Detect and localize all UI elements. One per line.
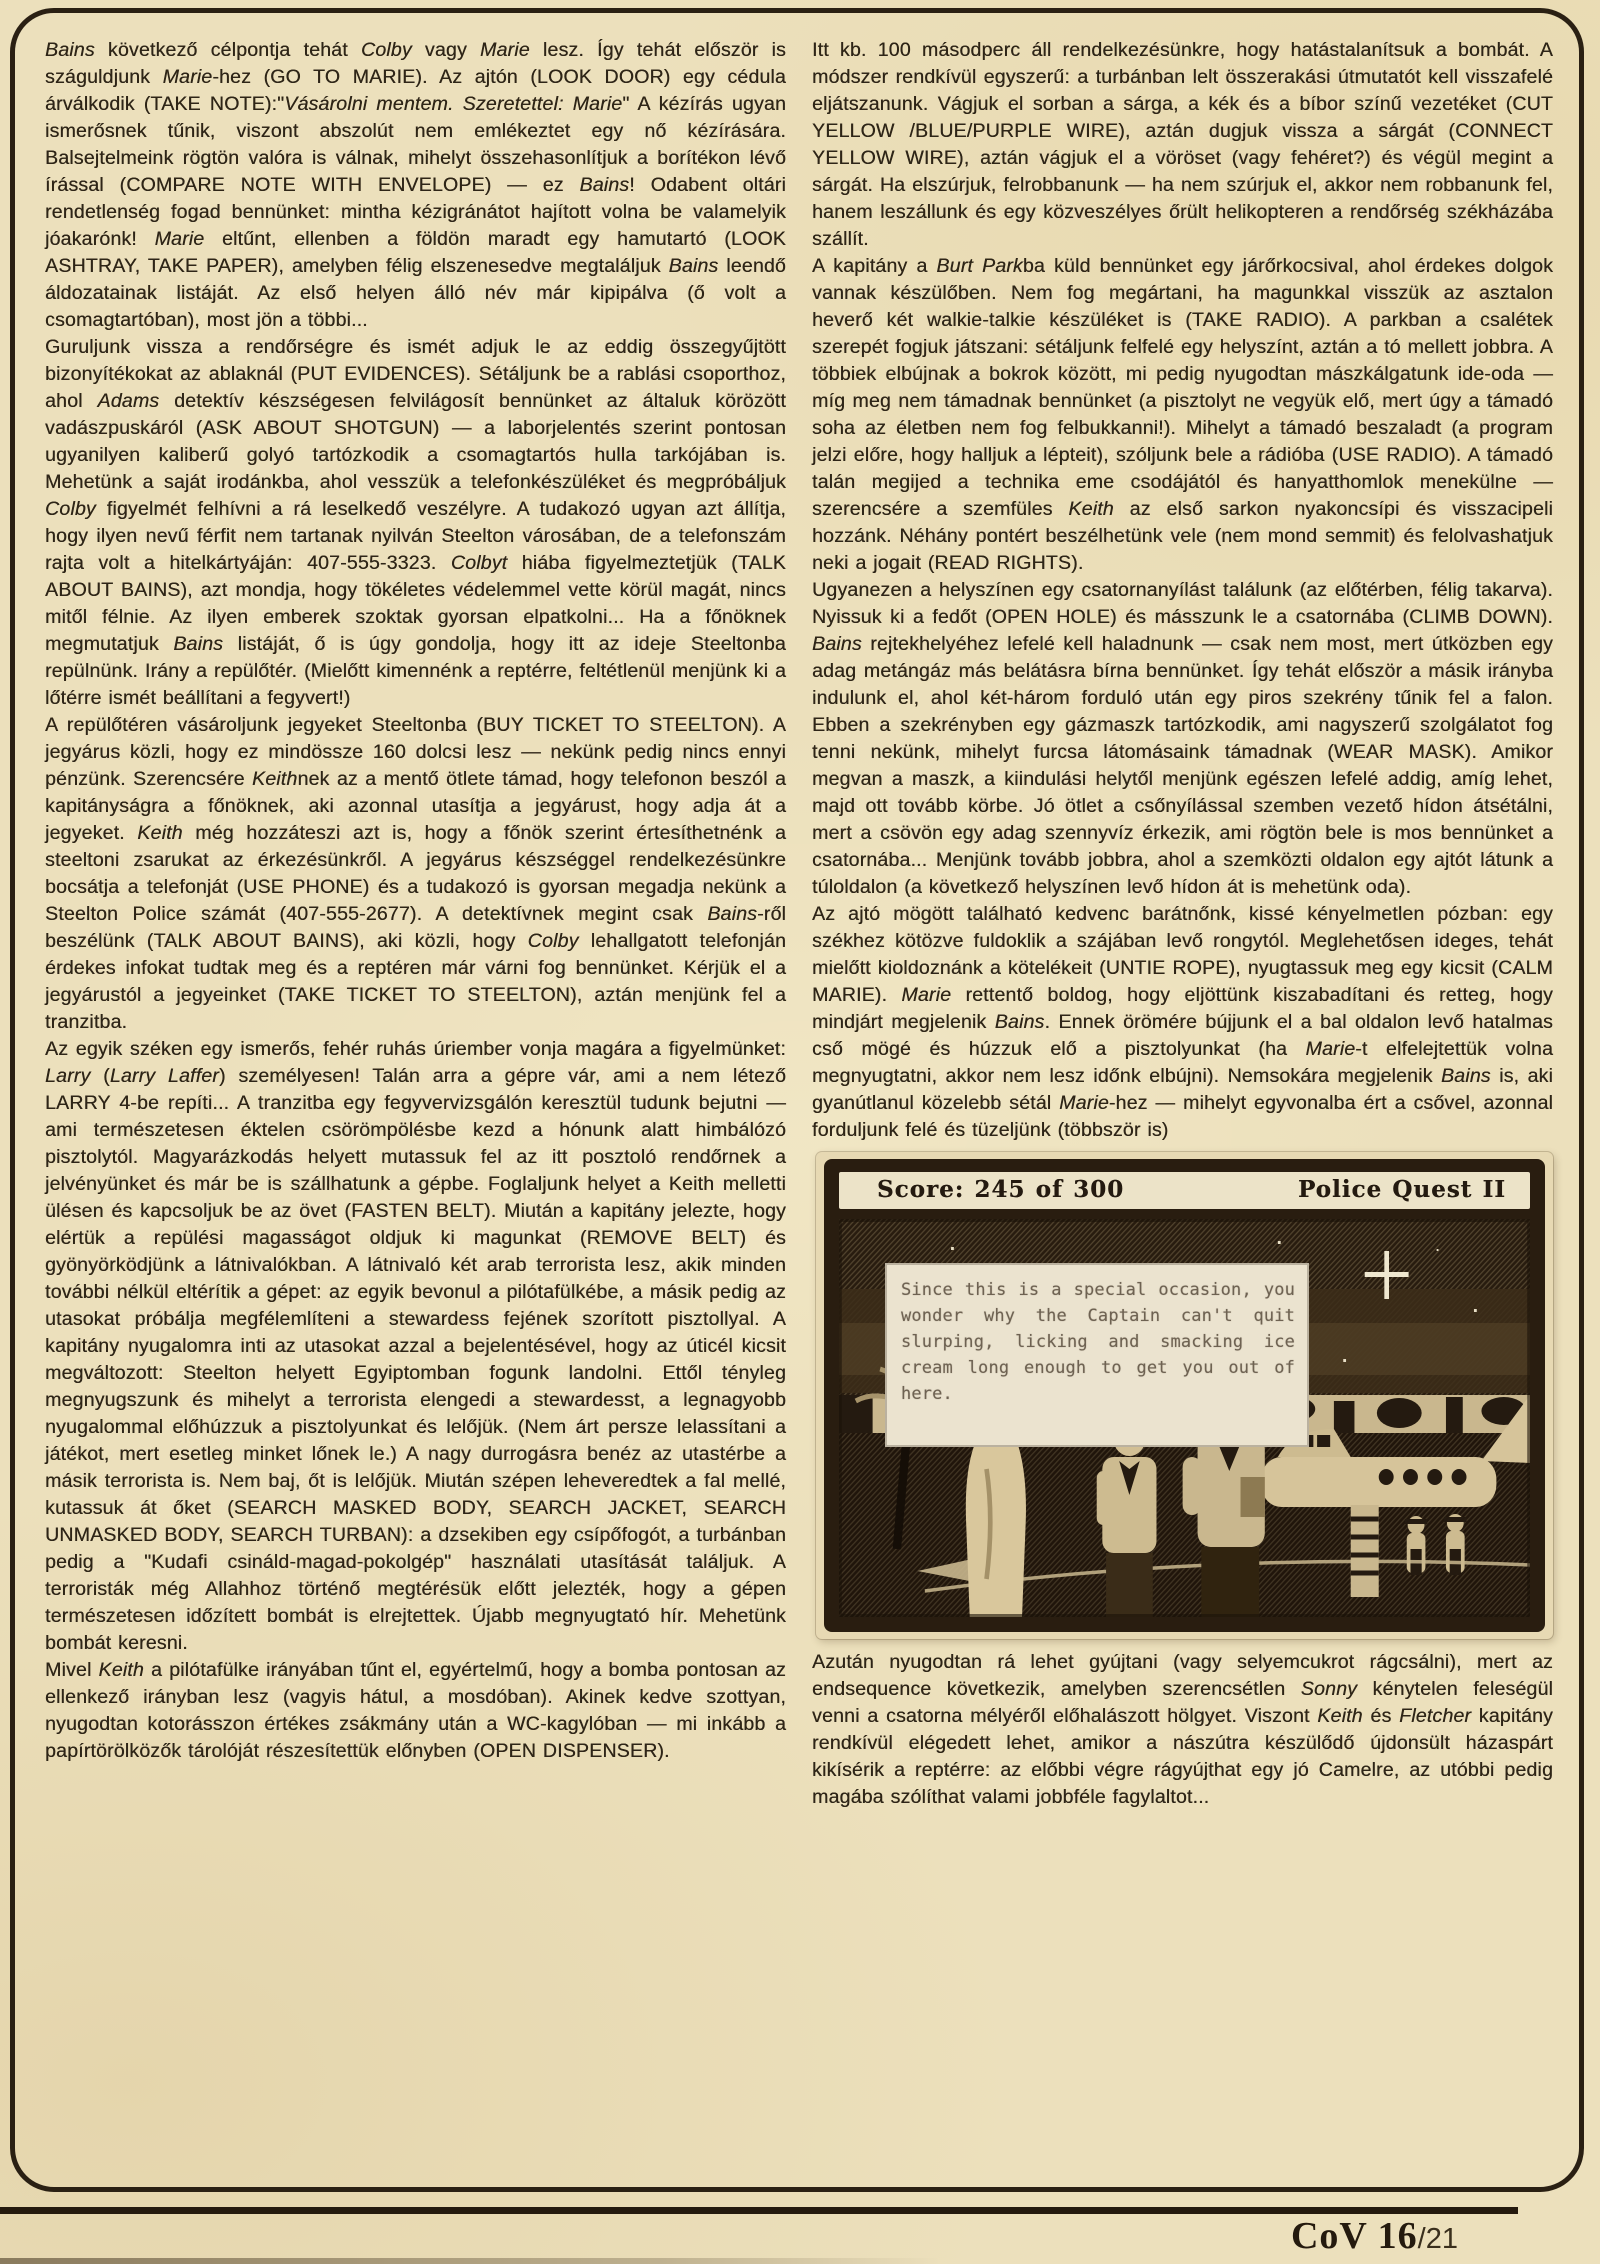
game-screenshot-frame (824, 1159, 1545, 1632)
footer-rule (0, 2207, 1518, 2214)
article-paragraph: Azután nyugodtan rá lehet gyújtani (vagy selyemcukrot rágcsálni), mert az endsequence következik, amelyben szerencsétlen Sonny kénytelen feleségül venni a csatorna mélyéről előhalászott hölgyet. Viszont Keith és Fletcher kapitány rendkívül elégedett lehet, amikor a nászútra készülődő újdonsült házaspárt kikísérik a reptérre: az előbbi végre rágyújthat egy jó Camelre, az utóbbi pedig magába szólíthat valami jobbféle fagylaltot... (812, 1651, 1553, 1808)
right-column-top-text (812, 37, 1553, 1144)
game-dialog-text: Since this is a special occasion, you wonder why the Captain can't quit slurping, licking and smacking ice cream long enough to get you out of here. (901, 1280, 1295, 1404)
article-paragraph: Ugyanezen a helyszínen egy csatornanyílást találunk (az előtérben, félig takarva). Nyissuk ki a fedőt (OPEN HOLE) és másszunk le a csatornába (CLIMB DOWN). Bains rejtekhelyéhez lefelé kell haladnunk — csak nem most, mert útközben egy adag metángáz más belátásra bírna bennünket. Így tehát először a másik irányba indulunk el, ahol két-három forduló után egy piros szekrény tűnik fel a falon. Ebben a szekrényben egy gázmaszk tartózkodik, ami nagyszerű szolgálatot fog tenni nekünk, mihelyt furcsa látomásaink támadnak (WEAR MASK). Amikor megvan a maszk, a kiindulási helytől menjünk egészen lefelé addig, amíg lehet, majd ott tovább körbe. Jó ötlet a csőnyílással szemben vezető hídon átsétálni, mert a csövön egy adag szennyvíz érkezik, ami rögtön bele is mos bennünket a csatornába... Menjünk tovább jobbra, ahol a szemközti oldalon egy ajtót látunk a túloldalon (a következő helyszínen levő hídon át is mehetünk oda). (812, 579, 1553, 898)
game-status-bar (839, 1172, 1530, 1209)
right-column (812, 37, 1553, 2175)
scan-edge-artifact (0, 2258, 940, 2264)
game-title-text: Police Quest II (1297, 1176, 1506, 1203)
right-column-bottom-text (812, 1649, 1553, 1811)
game-score-text: Score: 245 of 300 (877, 1176, 1125, 1203)
boarding-stairs (1351, 1505, 1379, 1597)
game-dialog-box (885, 1263, 1309, 1447)
game-scene (839, 1219, 1530, 1617)
page-footer (1291, 2214, 1458, 2258)
article-paragraph: Az egyik széken egy ismerős, fehér ruhás úriember vonja magára a figyelmünket: Larry (Larry Laffer) személyesen! Talán arra a gépre vár, ami a nem létező LARRY 4-be repíti... A tranzitba egy fegyvervizsgálón keresztül tudunk bejutni — ami természetesen éktelen csörömpölésbe kezd a hónunk alatt himbálózó pisztolytól. Magyarázkodás helyett mutassuk fel az itt posztoló rendőrnek a jelvényünket és már be is szállhatunk a gépbe. Foglaljunk helyet a Keith melletti ülésen és kapcsoljuk be az övet (FASTEN BELT). Miután a kapitány jelezte, hogy elértük a repülési magasságot oldjuk ki magunkat (REMOVE BELT) és gyönyörködjünk a látnivalókban. A látnivaló két arab terrorista lesz, akik minden további nélkül eltérítik a gépet: az egyik bevonul a pilótafülkébe, a másik pedig az utasokat próbálja megfélemlíteni a stewardess fejének szorított pisztollyal. A kapitány nyugalomra inti az utasokat azzal a bejelentésével, hogy az úticél kicsit megváltozott: Steelton helyett Egyiptomban fogunk landolni. Ettől tényleg megnyugszunk és mihelyt a terrorista elengedi a stewardesst, a legnagyobb nyugalommal előhúzzuk a pisztolyunkat és lelőjük. (Nem árt persze lelassítani a játékot, mert esetleg minket lőnek le.) A nagy durrogásra benéz az utastérbe a másik terrorista is. Nem baj, őt is lelőjük. Miután szépen leheveredtek a fal mellé, kutassuk át őket (SEARCH MASKED BODY, SEARCH JACKET, SEARCH UNMASKED BODY, SEARCH TURBAN): a dzsekiben egy csípőfogót, a turbánban pedig a "Kudafi csináld-magad-pokolgép" használati utasítását találjuk. A terroristák még Allahhoz történő megtérésük előtt jelezték, hogy a gépen természetesen időzített bombát is elrejtettek. Újabb megnyugtató hír. Mehetünk bombát keresni. (45, 1038, 787, 1654)
game-screenshot (816, 1152, 1553, 1639)
article-paragraph: Guruljunk vissza a rendőrségre és ismét adjuk le az eddig összegyűjtött bizonyítékokat az ablaknál (PUT EVIDENCES). Sétáljunk be a rablási csoporthoz, ahol Adams detektív készségesen felvilágosít bennünket az általuk körözött vadászpuskáról (ASK ABOUT SHOTGUN) — a laborjelentés szerint pontosan ugyanilyen kaliberű golyó tartózkodik a csomagtartós hulla tarkójában is. Mehetünk a saját irodánkba, ahol vesszük a telefonkészüléket és megpróbáljuk Colby figyelmét felhívni a rá leselkedő veszélyre. A tudakozó ugyan azt állítja, hogy ilyen nevű férfit nem tartanak nyilván Steelton városában, de a telefonszám rajta volt a hitelkártyáján: 407-555-3323. Colbyt hiába figyelmeztetjük (TALK ABOUT BAINS), azt mondja, hogy tökéletes védelemmel vette körül magát, nincs mitől félnie. Az ilyen emberek szoktak gyorsan elpatkolni... Ha a főnöknek megmutatjuk Bains listáját, ő is úgy gondolja, hogy itt az ideje Steeltonba repülnünk. Irány a repülőtér. (Mielőtt kimennénk a reptérre, feltétlenül menjünk ki a lőtérre ismét beállítani a fegyvert!) (45, 336, 786, 709)
article-paragraph: A repülőtéren vásároljunk jegyeket Steeltonba (BUY TICKET TO STEELTON). A jegyárus közli, hogy ez mindössze 160 dolcsi lesz — nekünk pedig nincs ennyi pénzünk. Szerencsére Keithnek az a mentő ötlete támad, hogy telefonon beszól a kapitányságra a főnöknek, aki azonnal utasítja a jegyárust, hogy adja át a jegyeket. Keith még hozzáteszi azt is, hogy a főnök szerint értesíthetnénk a steeltoni zsarukat az érkezésünkről. A jegyárus készséggel rendelkezésünkre bocsátja a telefonját (USE PHONE) és a tudakozó is gyorsan megadja nekünk a Steelton Police számát (407-555-2677). A detektívnek megint csak Bains-ről beszélünk (TALK ABOUT BAINS), aki közli, hogy Colby lehallgatott telefonján érdekes infokat tudtak meg és a reptéren már várni fog bennünket. Kérjük el a jegyárustól a jegyeinket (TAKE TICKET TO STEELTON), aztán menjünk fel a tranzitba. (45, 714, 787, 1033)
article-paragraph: A kapitány a Burt Parkba küld bennünket egy járőrkocsival, ahol érdekes dolgok vannak készülőben. Nem fog megártani, ha magunkkal visszük az asztalon heverő két walkie-talkie készüléket is (TAKE RADIO). A parkban a csalétek szerepét fogjuk játszani: sétáljunk felfelé egy helyszínt, aztán a tó mellett jobbra. A többiek elbújnak a bokrok között, mi pedig nyugodtan mászkálgatunk ide-oda — míg meg nem támadnak bennünket (a pisztolyt ne vegyük elő, mert úgy a támadó soha az életben nem fog felbukkanni!). Mihelyt a támadó beszaladt (a program jelzi előre, hogy halljuk a lépteit), szóljunk bele a rádióba (USE RADIO). A támadó talán megijed a technika eme csodájától és hanyatthomlok menekülne — szerencsére a szemfüles Keith az első sarkon nyakoncsípi és visszacipeli hozzánk. Néhány pontért beszélhetünk vele (nem mond semmit) és felolvashatjuk neki a jogait (READ RIGHTS). (812, 255, 1554, 574)
article-paragraph: Itt kb. 100 másodperc áll rendelkezésünkre, hogy hatástalanítsuk a bombát. A módszer rendkívül egyszerű: a turbánban lelt összerakási útmutatót kell visszafelé eljátszanunk. Vágjuk el sorban a sárga, a kék és a bíbor színű vezetéket (CUT YELLOW /BLUE/PURPLE WIRE), aztán dugjuk vissza a sárgát (CONNECT YELLOW WIRE), aztán vágjuk el a vöröset (vagy fehéret?) és végül megint a sárgát. Ha elszúrjuk, felrobbanunk — ha nem szúrjuk el, akkor nem robbanunk fel, hanem leszállunk és egy közveszélyes őrült helikopteren a rendőrség székházába szállít. (812, 39, 1553, 250)
article-columns (45, 37, 1553, 2175)
left-column (45, 37, 786, 2175)
footer-page-number: /21 (1417, 2223, 1458, 2255)
article-paragraph: Mivel Keith a pilótafülke irányában tűnt el, egyértelmű, hogy a bomba pontosan az ellenkező irányban lesz (vagyis hátul, a mosdóban). Akinek kedve szottyan, nyugodtan kotorásszon értékes zsákmány után a WC-kagylóban — mi inkább a papírtörölközők tárolóját részesítettük előnyben (OPEN DISPENSER). (45, 1659, 786, 1762)
page-border-frame (10, 8, 1584, 2192)
footer-issue-label: CoV 16 (1290, 2215, 1418, 2257)
article-paragraph: Az ajtó mögött található kedvenc barátnőnk, kissé kényelmetlen pózban: egy székhez kötözve fuldoklik a szájában levő rongytól. Meglehetősen ideges, tehát mielőtt kioldoznánk a kötelékeit (UNTIE ROPE), nyugtassuk meg egy kicsit (CALM MARIE). Marie rettentő boldog, hogy eljöttünk kiszabadítani és retteg, hogy mindjárt megjelenik Bains. Ennek örömére bújjunk el a bal oldalon levő hatalmas cső mögé és húzzuk elő a pisztolyunkat (ha Marie-t elfelejtettük volna megnyugtatni, akkor nem lesz időnk elbújni). Nemsokára megjelenik Bains is, aki gyanútlanul közelebb sétál Marie-hez — mihelyt egyvonalba ért a csővel, azonnal forduljunk felé és tüzeljünk (többször is) (812, 903, 1554, 1141)
article-paragraph: Bains következő célpontja tehát Colby vagy Marie lesz. Így tehát először is száguldjunk Marie-hez (GO TO MARIE). Az ajtón (LOOK DOOR) egy cédula árválkodik (TAKE NOTE):"Vásárolni mentem. Szeretettel: Marie" A kézírás ugyan ismerősnek tűnik, viszont abszolút nem emlékeztet egy nő kézírására. Balsejtelmeink rögtön valóra is válnak, mihelyt összehasonlítjuk a borítékon lévő írással (COMPARE NOTE WITH ENVELOPE) — ez Bains! Odabent oltári rendetlenség fogad bennünket: mintha kézigránátot hajított volna be valamelyik jóakarónk! Marie eltűnt, ellenben a földön maradt egy hamutartó (LOOK ASHTRAY, TAKE PAPER), amelyben félig elszenesedve megtaláljuk Bains leendő áldozatainak listáját. Az első helyen álló név már kipipálva (ő volt a csomagtartóban), most jön a többi... (45, 39, 787, 331)
